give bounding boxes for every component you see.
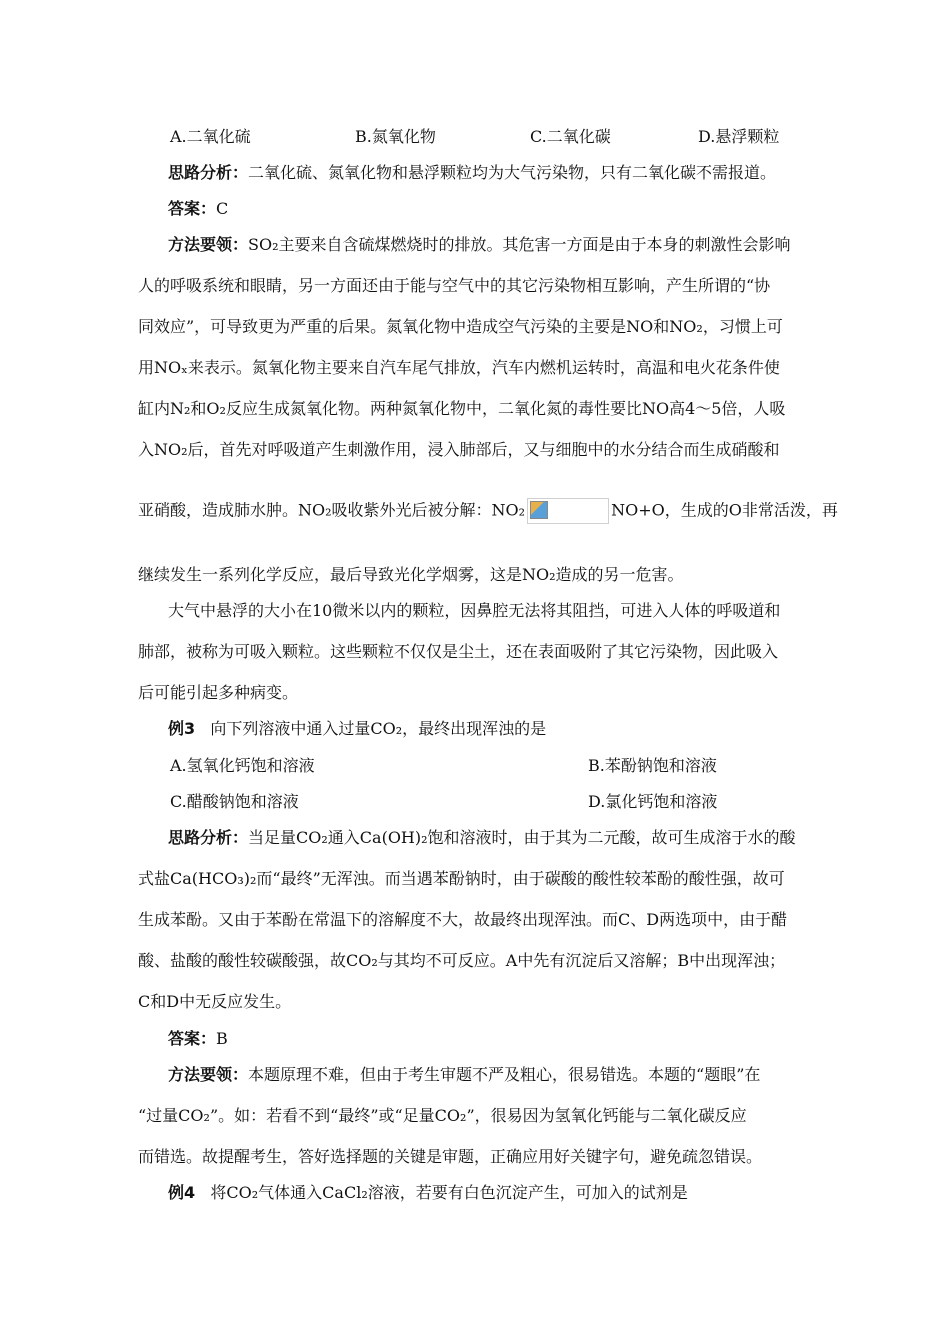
q3-analysis-line: C和D中无反应发生。	[138, 992, 292, 1011]
q3-analysis-line: 酸、盐酸的酸性较碳酸强，故CO₂与其均不可反应。A中先有沉淀后又溶解；B中出现浑浊；	[138, 951, 786, 970]
q3-option-b: B.苯酚钠饱和溶液	[588, 756, 717, 775]
q2-option-c: C.二氧化碳	[530, 127, 611, 146]
method-label: 方法要领：	[168, 1065, 249, 1084]
analysis-text: 二氧化硫、氮氧化物和悬浮颗粒均为大气污染物，只有二氧化碳不需报道。	[248, 163, 777, 182]
q3-answer	[168, 1029, 848, 1049]
q3-stem	[168, 719, 848, 739]
example-label: 例3	[168, 719, 196, 738]
q4-stem	[168, 1183, 848, 1203]
q3-option-a: A.氢氧化钙饱和溶液	[170, 756, 315, 775]
q2-method-line: 人的呼吸系统和眼睛，另一方面还由于能与空气中的其它污染物相互影响，产生所谓的“协	[138, 276, 771, 295]
q2-analysis	[168, 163, 848, 183]
q3-analysis-line	[168, 828, 848, 848]
q2-method-line: 同效应”，可导致更为严重的后果。氮氧化物中造成空气污染的主要是NO和NO₂，习惯上可	[138, 317, 783, 336]
q2-method-line: 入NO₂后，首先对呼吸道产生刺激作用，浸入肺部后，又与细胞中的水分结合而生成硝酸和	[138, 440, 780, 459]
q3-method-line: “过量CO₂”。如：若看不到“最终”或“足量CO₂”，很易因为氢氧化钙能与二氧化碳反应	[138, 1106, 747, 1125]
broken-image-icon	[527, 498, 609, 524]
q3-option-d: D.氯化钙饱和溶液	[588, 792, 718, 811]
paragraph-line: 后可能引起多种病变。	[138, 683, 299, 702]
q2-method-line: 缸内N₂和O₂反应生成氮氧化物。两种氮氧化物中，二氧化氮的毒性要比NO高4～5倍，人吸	[138, 399, 786, 418]
q2-method-line	[168, 235, 848, 255]
paragraph-line: 大气中悬浮的大小在10微米以内的颗粒，因鼻腔无法将其阻挡，可进入人体的呼吸道和	[168, 601, 781, 620]
equation-left: 亚硝酸，造成肺水肿。NO₂吸收紫外光后被分解：NO₂	[138, 500, 526, 520]
q2-method-line: 继续发生一系列化学反应，最后导致光化学烟雾，这是NO₂造成的另一危害。	[138, 565, 684, 584]
analysis-text: 当足量CO₂通入Ca(OH)₂饱和溶液时，由于其为二元酸，故可生成溶于水的酸	[248, 828, 796, 847]
q2-option-d: D.悬浮颗粒	[698, 127, 780, 146]
answer-label: 答案：	[168, 1029, 217, 1048]
stem-text: 将CO₂气体通入CaCl₂溶液，若要有白色沉淀产生，可加入的试剂是	[210, 1183, 688, 1202]
q3-analysis-line: 生成苯酚。又由于苯酚在常温下的溶解度不大，故最终出现浑浊。而C、D两选项中，由于醋	[138, 910, 788, 929]
q2-method-line-equation	[138, 498, 838, 524]
stem-text: 向下列溶液中通入过量CO₂，最终出现浑浊的是	[210, 719, 547, 738]
analysis-label: 思路分析：	[168, 163, 249, 182]
answer-label: 答案：	[168, 199, 217, 218]
q2-answer	[168, 199, 848, 219]
q2-option-a: A.二氧化硫	[170, 127, 251, 146]
q3-analysis-line: 式盐Ca(HCO₃)₂而“最终”无浑浊。而当遇苯酚钠时，由于碳酸的酸性较苯酚的酸性强，故可	[138, 869, 785, 888]
method-text: 本题原理不难，但由于考生审题不严及粗心，很易错选。本题的“题眼”在	[248, 1065, 761, 1084]
answer-value: C	[216, 199, 229, 218]
answer-value: B	[216, 1029, 228, 1048]
method-text: SO₂主要来自含硫煤燃烧时的排放。其危害一方面是由于本身的刺激性会影响	[248, 235, 791, 254]
q2-method-line: 用NOₓ来表示。氮氧化物主要来自汽车尾气排放，汽车内燃机运转时，高温和电火花条件使	[138, 358, 780, 377]
q3-method-line	[168, 1065, 848, 1085]
paragraph-line: 肺部，被称为可吸入颗粒。这些颗粒不仅仅是尘土，还在表面吸附了其它污染物，因此吸入	[138, 642, 779, 661]
q3-method-line: 而错选。故提醒考生，答好选择题的关键是审题，正确应用好关键字句，避免疏忽错误。	[138, 1147, 763, 1166]
q2-option-b: B.氮氧化物	[355, 127, 436, 146]
q3-option-c: C.醋酸钠饱和溶液	[170, 792, 299, 811]
analysis-label: 思路分析：	[168, 828, 249, 847]
image-placeholder-icon	[530, 501, 548, 519]
method-label: 方法要领：	[168, 235, 249, 254]
equation-right: NO+O，生成的O非常活泼，再	[611, 500, 838, 520]
example-label: 例4	[168, 1183, 196, 1202]
